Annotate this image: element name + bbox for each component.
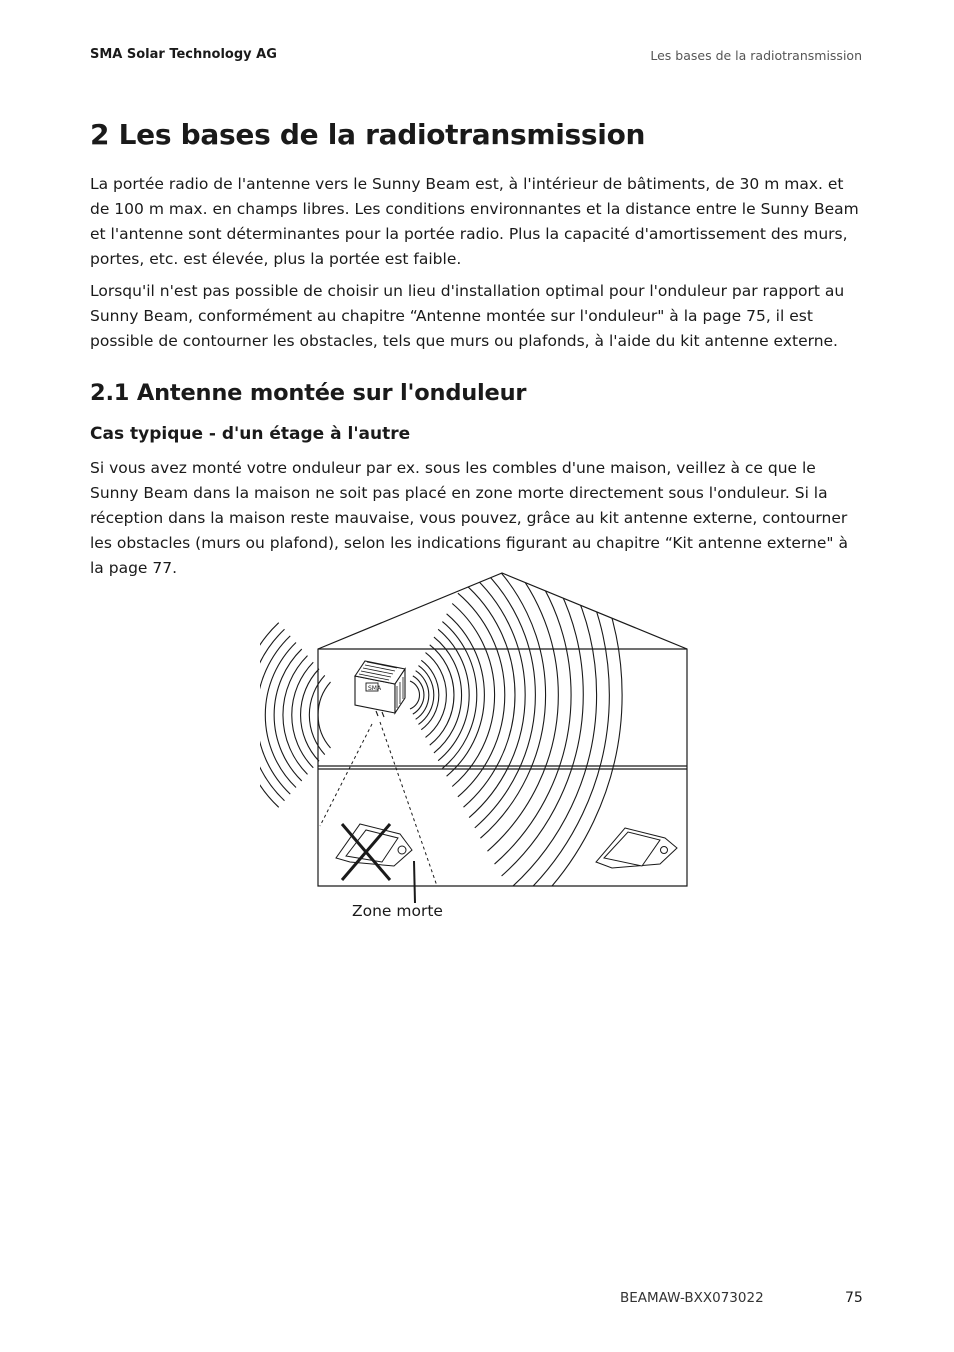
zone-morte-pointer: [414, 861, 415, 903]
radio-waves: [410, 570, 622, 916]
outside-waves: [260, 623, 331, 808]
svg-text:SMA: SMA: [368, 685, 382, 692]
footer-doc-code: BEAMAW-BXX073022: [620, 1290, 764, 1306]
sunny-beam-good: [596, 828, 677, 868]
subsection-heading: Cas typique - d'un étage à l'autre: [90, 424, 411, 444]
inverter-icon: [355, 661, 405, 717]
page-header-company: SMA Solar Technology AG: [90, 47, 277, 62]
paragraph-obstacles: Lorsqu'il n'est pas possible de choisir un lieu d'installation optimal pour l'onduleur par rapport au Sunny Beam, conformément au chapitre “Antenne montée sur l'onduleur" à la page 75, il est possible de contourner les obstacles, tels que murs ou plafonds, à l'aide du kit antenne externe.: [90, 282, 845, 350]
paragraph-typical-case: Si vous avez monté votre onduleur par ex. sous les combles d'une maison, veillez à ce que le Sunny Beam dans la maison ne soit pas placé en zone morte directement sous l'onduleur. Si la réception dans la maison reste mauvaise, vous pouvez, grâce au kit antenne externe, contourner les obstacles (murs ou plafond), selon les indications figurant au chapitre “Kit antenne externe" à la page 77.: [90, 459, 848, 577]
page-number: 75: [845, 1290, 863, 1306]
page-header-section: Les bases de la radiotransmission: [650, 48, 862, 63]
chapter-title: 2 Les bases de la radiotransmission: [90, 118, 646, 151]
paragraph-range: La portée radio de l'antenne vers le Sunny Beam est, à l'intérieur de bâtiments, de 30 m max. et de 100 m max. en champs libres. Les conditions environnantes et la distance entre le Sunny Beam et l'antenne sont déterminantes pour la portée radio. Plus la capacité d'amortissement des murs, portes, etc. est élevée, plus la portée est faible.: [90, 175, 859, 268]
dead-zone-label: Zone morte: [352, 902, 443, 920]
house-radio-diagram: [260, 570, 700, 930]
section-heading: 2.1 Antenne montée sur l'onduleur: [90, 380, 527, 406]
